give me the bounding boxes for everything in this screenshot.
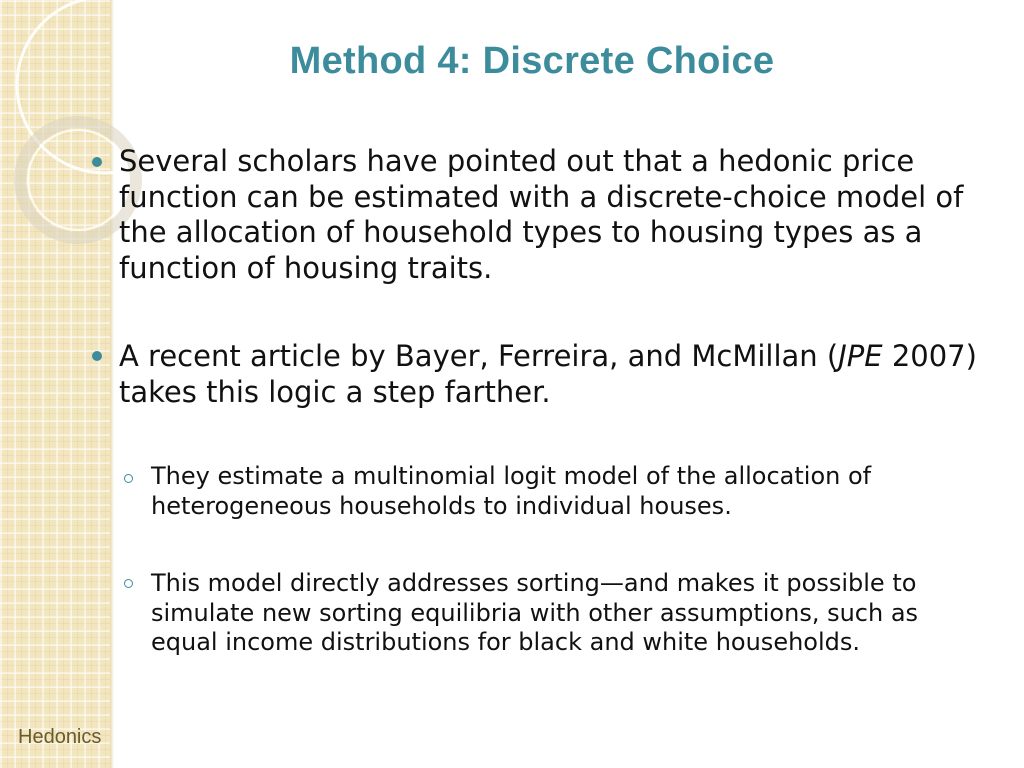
slide-title: Method 4: Discrete Choice xyxy=(289,40,775,82)
sub-bullet-2 xyxy=(151,569,991,658)
bullet-2-journal: JPE xyxy=(838,339,883,373)
sub-bullet-1-text: They estimate a multinomial logit model of the allocation of heterogeneous households to individual houses. xyxy=(151,462,872,520)
sub-bullet-1 xyxy=(151,462,991,521)
sub-bullet-2-text: This model directly addresses sorting—and makes it possible to simulate new sorting equilibria with other assumptions, such as equal income distributions for black and white households. xyxy=(151,569,919,656)
decorative-ring-inner xyxy=(28,130,128,230)
bullet-dot-icon xyxy=(92,157,102,167)
bullet-1-text: Several scholars have pointed out that a hedonic price function can be estimated with a discrete-choice model of the allocation of household types to housing types as a function of housing traits. xyxy=(119,144,964,285)
bullet-1 xyxy=(119,144,979,286)
sub-bullet-ring-icon xyxy=(124,579,133,588)
bullet-2-text-after: 2007) takes this logic a step farther. xyxy=(119,339,977,409)
bullet-2 xyxy=(119,339,979,410)
footer-label: Hedonics xyxy=(18,726,102,748)
sub-bullet-ring-icon xyxy=(124,474,133,483)
bullet-dot-icon xyxy=(92,351,102,361)
bullet-2-text-before: A recent article by Bayer, Ferreira, and McMillan ( xyxy=(119,339,839,373)
